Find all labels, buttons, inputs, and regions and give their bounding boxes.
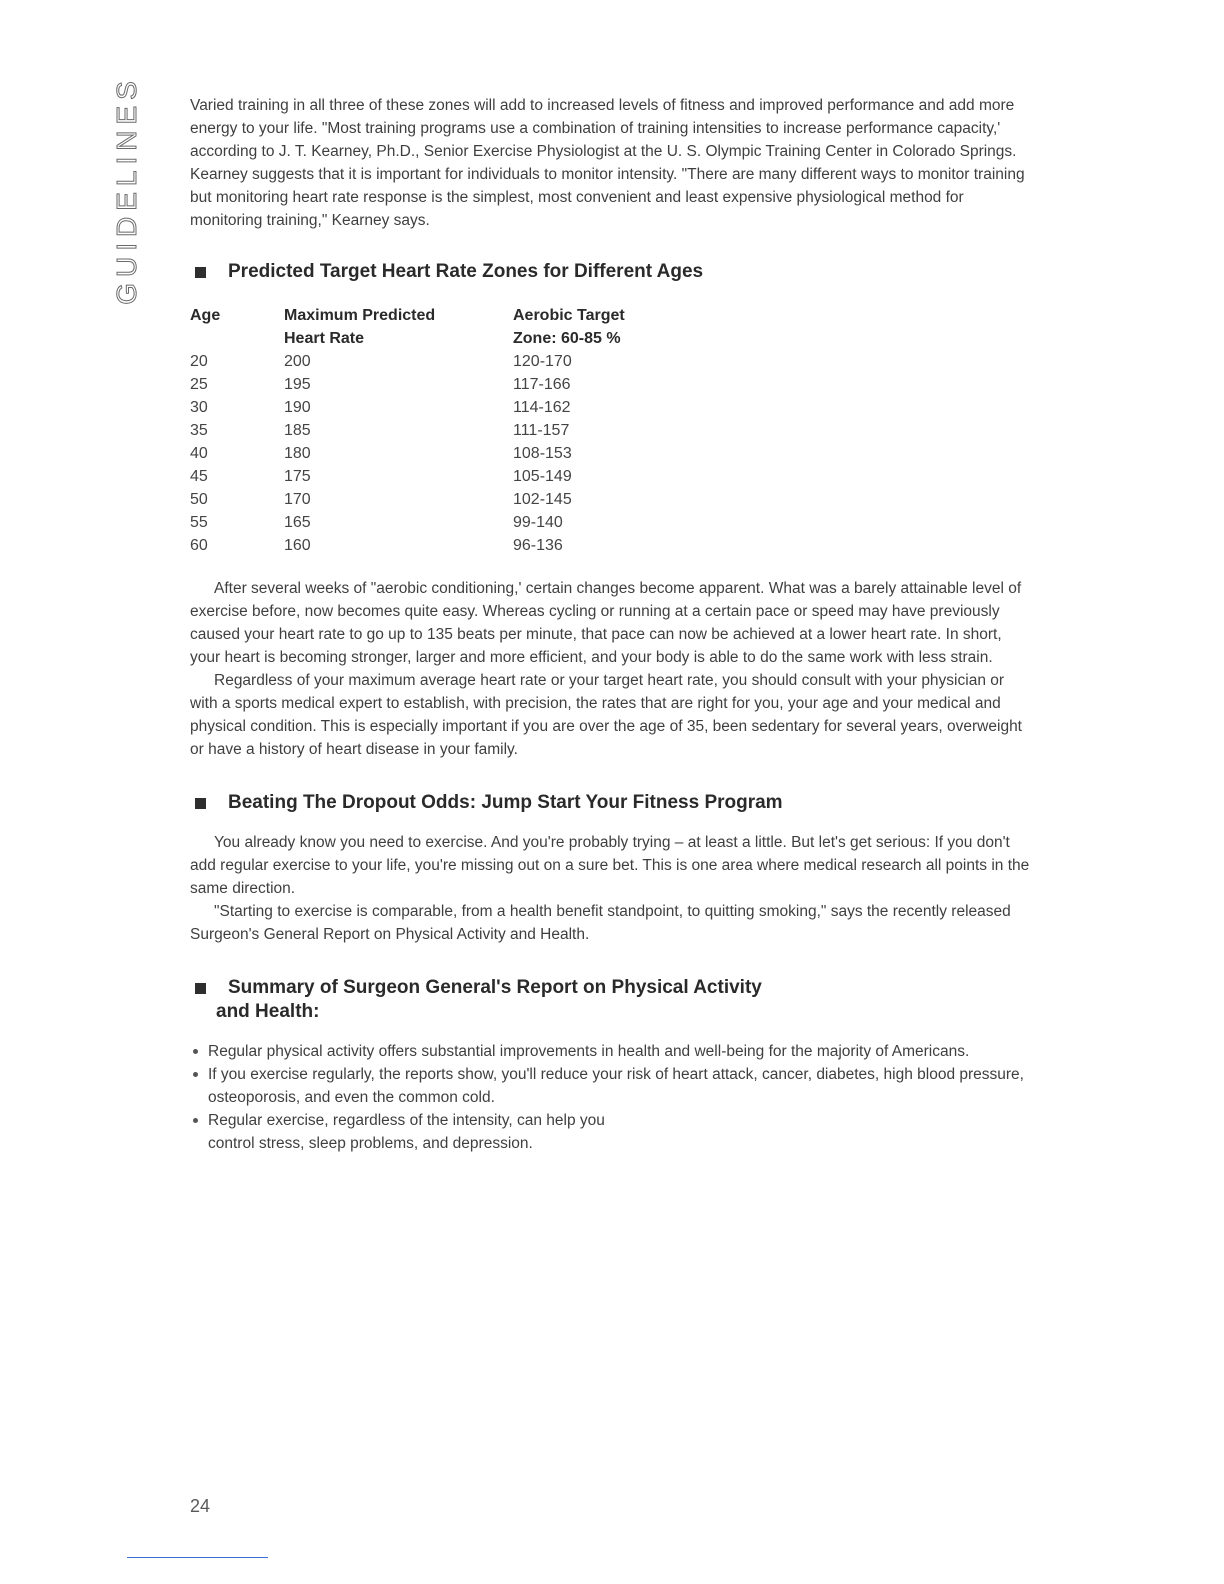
- heading-dropout-odds-text: Beating The Dropout Odds: Jump Start Your Fitness Program: [228, 792, 783, 813]
- cell-target-zone: 96-136: [513, 537, 563, 554]
- table-header-row: [190, 304, 1030, 327]
- list-item: Regular physical activity offers substantial improvements in health and well-being for the majority of Americans.: [190, 1040, 1030, 1063]
- cell-max-heart-rate: 195: [284, 376, 311, 393]
- cell-target-zone: 120-170: [513, 353, 572, 370]
- list-item: If you exercise regularly, the reports show, you'll reduce your risk of heart attack, cancer, diabetes, high blood pressure, osteoporosis, and even the common cold.: [190, 1063, 1030, 1109]
- list-item: Regular exercise, regardless of the intensity, can help you control stress, sleep problems, and depression.: [190, 1109, 648, 1155]
- cell-target-zone: 99-140: [513, 514, 563, 531]
- cell-target-zone: 102-145: [513, 491, 572, 508]
- header-age-cont: [190, 327, 284, 350]
- cell-target-zone: 117-166: [513, 376, 571, 393]
- cell-target-zone: 111-157: [513, 422, 570, 439]
- cell-age: 50: [190, 491, 208, 508]
- cell-target-zone: 114-162: [513, 399, 571, 416]
- surgeon-general-quote-paragraph: "Starting to exercise is comparable, from a health benefit standpoint, to quitting smoking," says the recently released Surgeon's General Report on Physical Activity and Health.: [190, 903, 1011, 943]
- cell-max-heart-rate: 165: [284, 514, 311, 531]
- table-row: [190, 396, 1030, 419]
- footer-divider: [127, 1557, 268, 1558]
- page-content: [190, 94, 1030, 1155]
- table-row: [190, 442, 1030, 465]
- cell-max-heart-rate: 160: [284, 537, 311, 554]
- cell-age: 35: [190, 422, 208, 439]
- table-header-row: [190, 327, 1030, 350]
- heading-surgeon-general-summary: [190, 976, 1030, 1024]
- header-zone-range: Zone: 60-85 %: [513, 330, 621, 347]
- cell-age: 40: [190, 445, 208, 462]
- table-row: [190, 511, 1030, 534]
- cell-age: 25: [190, 376, 208, 393]
- heart-rate-table: [190, 304, 1030, 557]
- heading-target-heart-rate: [190, 260, 1030, 284]
- cell-max-heart-rate: 170: [284, 491, 311, 508]
- side-section-label: [111, 75, 142, 305]
- summary-bullet-list: [190, 1040, 1030, 1155]
- header-max-predicted: Maximum Predicted: [284, 307, 436, 324]
- need-to-exercise-paragraph: You already know you need to exercise. And you're probably trying – at least a little. But let's get serious: If you don't add regular exercise to your life, you're missing out on a sure bet. This is one area where medical research all points in the same direction.: [190, 834, 1030, 897]
- cell-max-heart-rate: 175: [284, 468, 311, 485]
- cell-age: 60: [190, 537, 208, 554]
- square-bullet-icon: [195, 267, 206, 278]
- cell-age: 55: [190, 514, 208, 531]
- table-row: [190, 465, 1030, 488]
- table-row: [190, 534, 1030, 557]
- side-section-label-text: GUIDELINES: [111, 75, 142, 305]
- cell-target-zone: 108-153: [513, 445, 572, 462]
- cell-age: 30: [190, 399, 208, 416]
- table-row: [190, 488, 1030, 511]
- heading-surgeon-general-summary-line1: Summary of Surgeon General's Report on Physical Activity: [228, 977, 762, 998]
- consult-physician-paragraph: Regardless of your maximum average heart rate or your target heart rate, you should consult with your physician or with a sports medical expert to establish, with precision, the rates that are right for you, your age and your medical and physical condition. This is especially important if you are over the age of 35, been sedentary for several years, overweight or have a history of heart disease in your family.: [190, 672, 1022, 758]
- header-aerobic-target: Aerobic Target: [513, 307, 625, 324]
- cell-max-heart-rate: 185: [284, 422, 311, 439]
- cell-max-heart-rate: 190: [284, 399, 311, 416]
- heading-surgeon-general-summary-line2: and Health:: [216, 1001, 320, 1022]
- aerobic-conditioning-paragraph: After several weeks of "aerobic conditioning,' certain changes become apparent. What was a barely attainable level of exercise before, now becomes quite easy. Whereas cycling or running at a certain pace or speed may have previously caused your heart rate to go up to 135 beats per minute, that pace can now be achieved at a lower heart rate. In short, your heart is becoming stronger, larger and more efficient, and your body is able to do the same work with less strain.: [190, 580, 1022, 666]
- cell-age: 45: [190, 468, 208, 485]
- page-number: 24: [190, 1496, 211, 1516]
- cell-target-zone: 105-149: [513, 468, 572, 485]
- table-row: [190, 373, 1030, 396]
- square-bullet-icon: [195, 983, 206, 994]
- intro-paragraph: Varied training in all three of these zones will add to increased levels of fitness and improved performance and add more energy to your life. "Most training programs use a combination of training intensities to increase performance capacity,' according to J. T. Kearney, Ph.D., Senior Exercise Physiologist at the U. S. Olympic Training Center in Colorado Springs. Kearney suggests that it is important for individuals to monitor intensity. "There are many different ways to monitor training but monitoring heart rate response is the simplest, most convenient and least expensive physiological method for monitoring training," Kearney says.: [190, 97, 1025, 229]
- header-heart-rate: Heart Rate: [284, 330, 365, 347]
- heading-dropout-odds: [190, 791, 1030, 815]
- table-row: [190, 419, 1030, 442]
- cell-max-heart-rate: 180: [284, 445, 311, 462]
- table-row: [190, 350, 1030, 373]
- header-age: Age: [190, 307, 221, 324]
- cell-age: 20: [190, 353, 208, 370]
- square-bullet-icon: [195, 798, 206, 809]
- heading-target-heart-rate-text: Predicted Target Heart Rate Zones for Different Ages: [228, 261, 704, 282]
- cell-max-heart-rate: 200: [284, 353, 311, 370]
